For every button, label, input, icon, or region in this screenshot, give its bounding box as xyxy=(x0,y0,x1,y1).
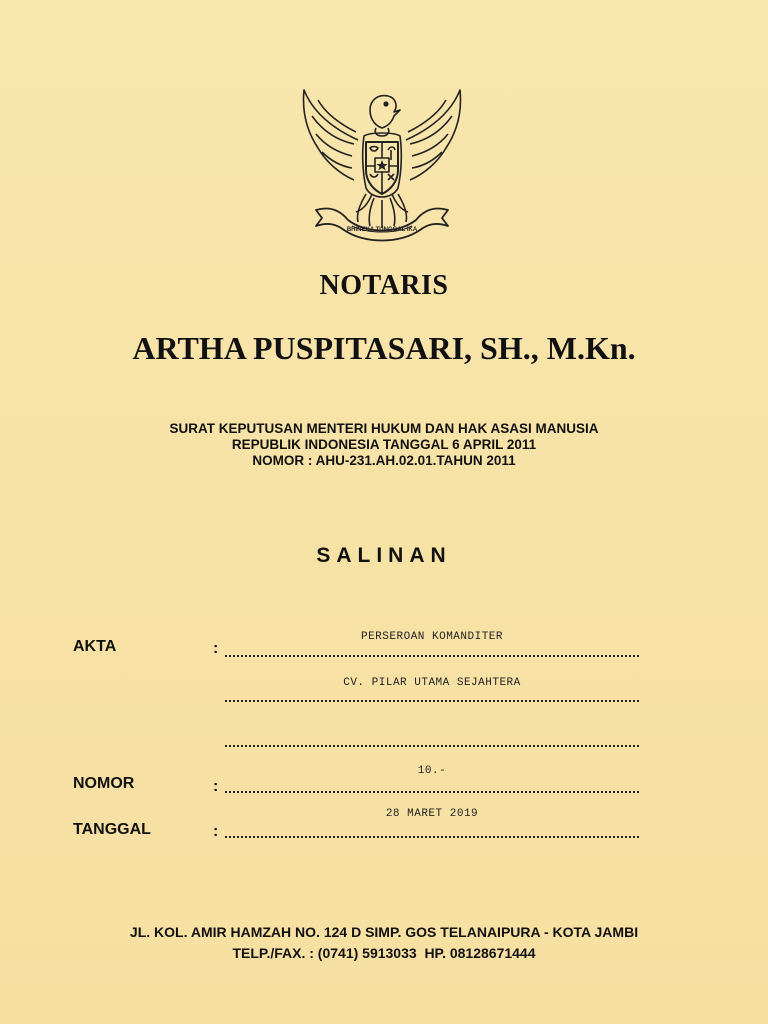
nomor-label: NOMOR xyxy=(73,775,135,792)
decree-line-3: NOMOR : AHU-231.AH.02.01.TAHUN 2011 xyxy=(252,453,516,468)
decree-block xyxy=(0,421,768,469)
akta-value-line-2: CV. PILAR UTAMA SEJAHTERA xyxy=(343,677,521,689)
footer-contact: TELP./FAX. : (0741) 5913033 HP. 08128671444 xyxy=(232,945,536,961)
footer-address: JL. KOL. AMIR HAMZAH NO. 124 D SIMP. GOS TELANAIPURA - KOTA JAMBI xyxy=(129,924,639,940)
notary-name: ARTHA PUSPITASARI, SH., M.Kn. xyxy=(132,330,636,366)
nomor-dotted-line xyxy=(225,791,639,793)
akta-value-line-1: PERSEROAN KOMANDITER xyxy=(360,631,504,643)
akta-colon: : xyxy=(213,640,219,657)
tanggal-colon: : xyxy=(213,823,219,840)
akta-dotted-line-2 xyxy=(225,700,639,702)
tanggal-label: TANGGAL xyxy=(73,821,151,838)
nomor-colon: : xyxy=(213,778,219,795)
nomor-value: 10.- xyxy=(417,765,447,777)
decree-line-2: REPUBLIK INDONESIA TANGGAL 6 APRIL 2011 xyxy=(231,437,537,452)
notaris-title: NOTARIS xyxy=(319,270,449,301)
akta-label: AKTA xyxy=(73,638,117,655)
decree-line-1: SURAT KEPUTUSAN MENTERI HUKUM DAN HAK ASASI MANUSIA xyxy=(169,421,599,436)
svg-text:BHINEKA TUNGGAL IKA: BHINEKA TUNGGAL IKA xyxy=(346,227,418,233)
garuda-emblem-icon xyxy=(296,70,468,252)
document-type-heading: SALINAN xyxy=(316,544,452,567)
tanggal-dotted-line xyxy=(225,836,639,838)
akta-dotted-line-3 xyxy=(225,745,639,747)
akta-dotted-line-1 xyxy=(225,655,639,657)
tanggal-value: 28 MARET 2019 xyxy=(385,808,479,820)
